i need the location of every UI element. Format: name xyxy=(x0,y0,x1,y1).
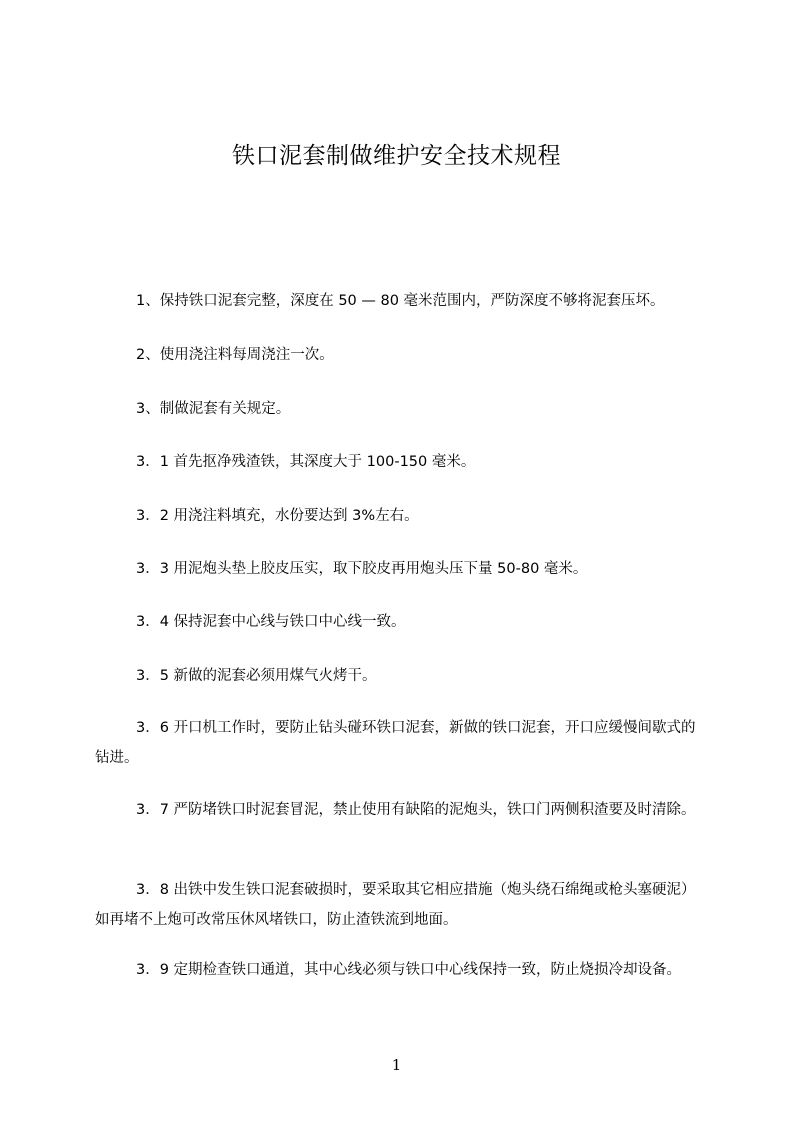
paragraph-3-7: 3．7 严防堵铁口时泥套冒泥，禁止使用有缺陷的泥炮头，铁口门两侧积渣要及时清除。 xyxy=(136,802,696,818)
paragraph-3-9: 3．9 定期检查铁口通道，其中心线必须与铁口中心线保持一致，防止烧损冷却设备。 xyxy=(136,962,682,978)
paragraph-3-8: 3．8 出铁中发生铁口泥套破损时，要采取其它相应措施（炮头绕石绵绳或枪头塞硬泥）如再堵不上炮可改常压休风堵铁口，防止渣铁流到地面。 xyxy=(95,882,696,928)
paragraph-3-4: 3．4 保持泥套中心线与铁口中心线一致。 xyxy=(136,614,406,630)
paragraph-3: 3、制做泥套有关规定。 xyxy=(136,401,291,417)
paragraph-2: 2、使用浇注料每周浇注一次。 xyxy=(136,347,334,363)
document-title: 铁口泥套制做维护安全技术规程 xyxy=(232,143,561,169)
paragraph-3-2: 3．2 用浇注料填充，水份要达到 3%左右。 xyxy=(136,508,419,524)
paragraph-3-3: 3．3 用泥炮头垫上胶皮压实，取下胶皮再用炮头压下量 50-80 毫米。 xyxy=(136,561,588,577)
paragraph-3-6: 3．6 开口机工作时，要防止钻头碰环铁口泥套，新做的铁口泥套，开口应缓慢间歇式的钻进。 xyxy=(95,720,696,766)
paragraph-3-5: 3．5 新做的泥套必须用煤气火烤干。 xyxy=(136,668,377,684)
page-number: 1 xyxy=(391,1056,402,1074)
paragraph-3-1: 3．1 首先抠净残渣铁，其深度大于 100-150 毫米。 xyxy=(136,454,476,470)
paragraph-1: 1、保持铁口泥套完整，深度在 50 — 80 毫米范围内，严防深度不够将泥套压坏。 xyxy=(136,293,665,309)
